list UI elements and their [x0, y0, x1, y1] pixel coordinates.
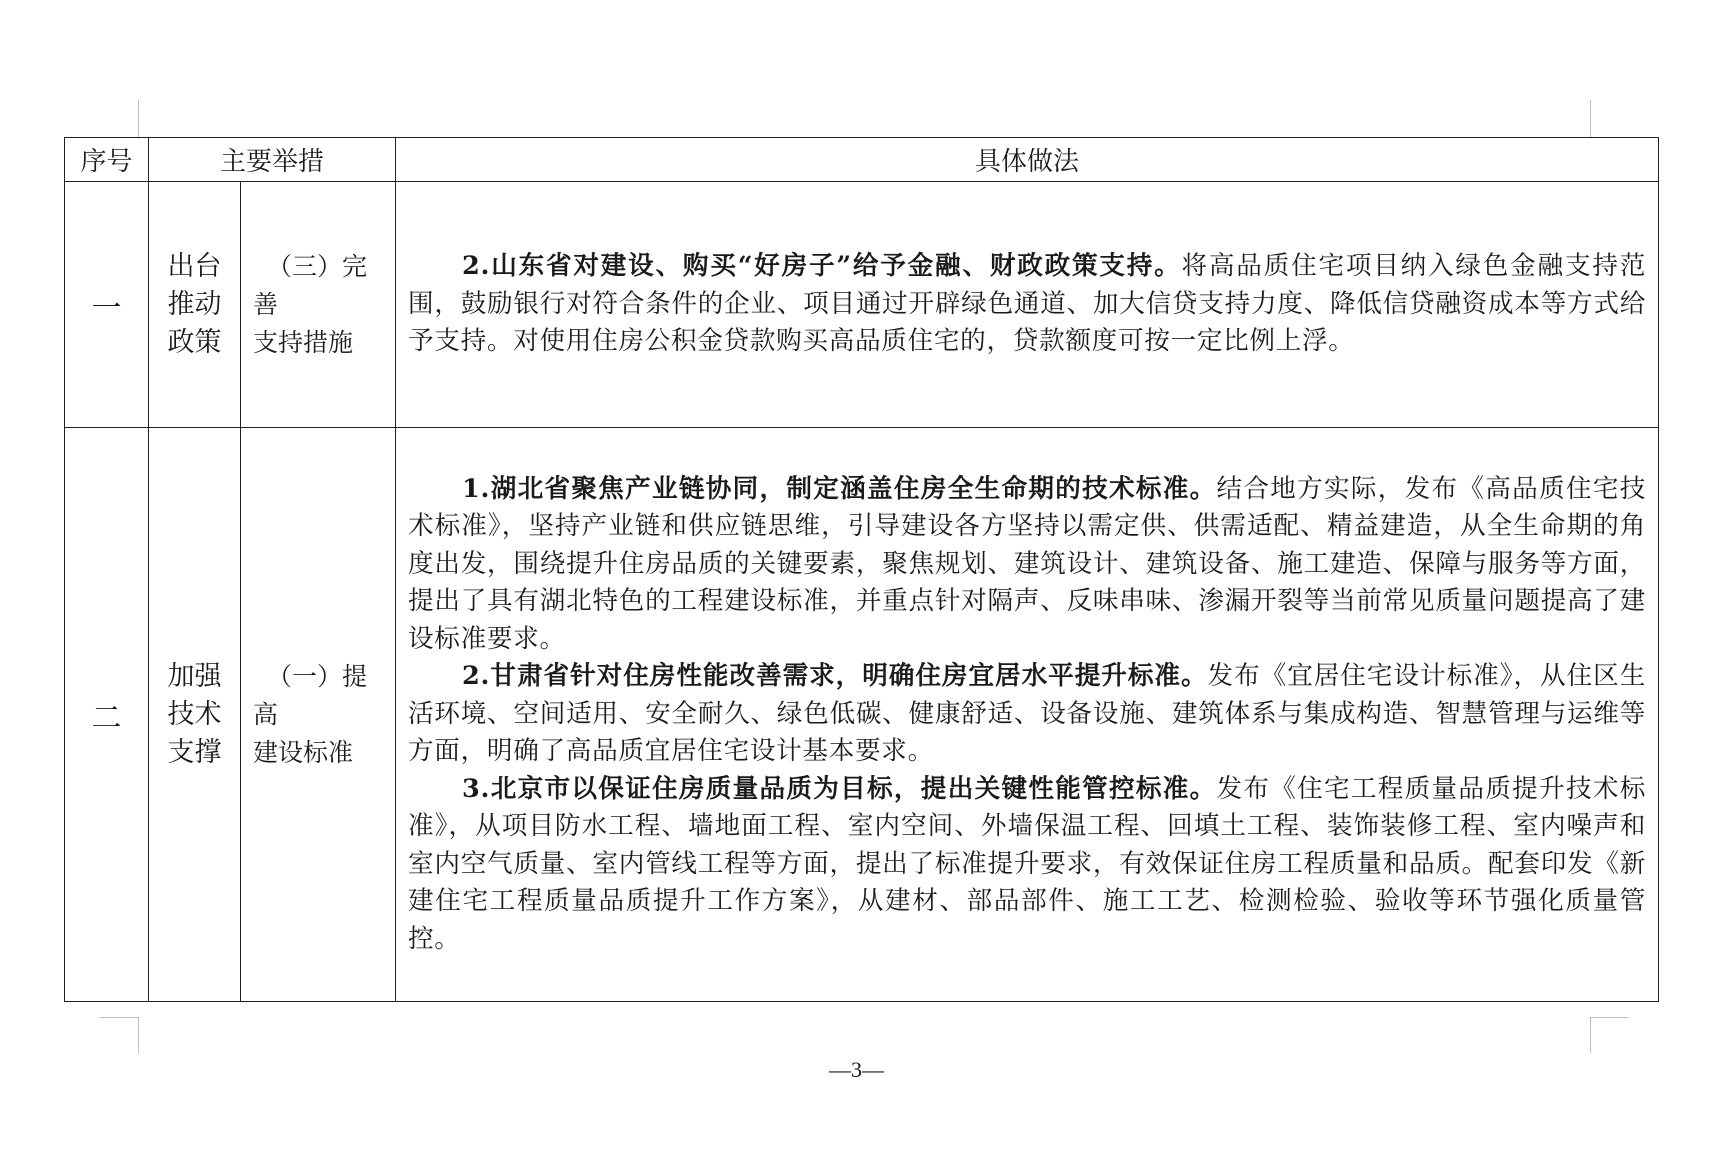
measure-sub-line: 建设标准	[253, 737, 354, 767]
practice-paragraph	[408, 771, 1646, 959]
practice-text: 发布《住宅工程质量品质提升技术标准》，从项目防水工程、墙地面工程、室内空间、外墙保温工程、回填土工程、装饰装修工程、室内噪声和室内空气质量、室内管线工程等方面，提出了标准提升要求，有效保证住房工程质量和品质。配套印发《新建住宅工程质量品质提升工作方案》，从建材、部品部件、施工工艺、检测检验、验收等环节强化质量管控。	[408, 773, 1647, 954]
row-measure-main	[149, 428, 241, 1002]
practice-title: 2.甘肃省针对住房性能改善需求，明确住房宜居水平提升标准。	[462, 661, 1208, 692]
measures-table	[64, 137, 1659, 1002]
crop-mark-top-right-v	[1590, 100, 1591, 138]
row-seq: 一	[65, 182, 149, 428]
row-practice	[396, 182, 1659, 428]
row-measure-sub	[241, 428, 396, 1002]
table-row	[65, 182, 1659, 428]
measure-sub-line: （三）完善	[253, 251, 368, 319]
crop-mark-top-left-v	[138, 100, 139, 138]
practice-text: 结合地方实际，发布《高品质住宅技术标准》，坚持产业链和供应链思维，引导建设各方坚持以需定供、供需适配、精益建造，从全生命期的角度出发，围绕提升住房品质的关键要素，聚焦规划、建筑设计、建筑设备、施工建造、保障与服务等方面，提出了具有湖北特色的工程建设标准，并重点针对隔声、反味串味、渗漏开裂等当前常见质量问题提高了建设标准要求。	[408, 473, 1647, 654]
practice-paragraph	[408, 471, 1646, 659]
table-row	[65, 428, 1659, 1002]
measure-main-line: 出台	[167, 250, 222, 282]
practice-text: 发布《宜居住宅设计标准》，从住区生活环境、空间适用、安全耐久、绿色低碳、健康舒适、设备设施、建筑体系与集成构造、智慧管理与运维等方面，明确了高品质宜居住宅设计基本要求。	[408, 661, 1647, 767]
practice-title: 2.山东省对建设、购买“好房子”给予金融、财政政策支持。	[462, 251, 1182, 282]
header-practice: 具体做法	[396, 138, 1659, 182]
crop-mark-bottom-right-v	[1590, 1017, 1591, 1053]
crop-mark-bottom-left-h	[100, 1017, 138, 1018]
page-number: —3—	[829, 1057, 884, 1082]
measure-sub-line: 支持措施	[253, 327, 354, 357]
header-seq: 序号	[65, 138, 149, 182]
row-seq: 二	[65, 428, 149, 1002]
practice-title: 1.湖北省聚焦产业链协同，制定涵盖住房全生命期的技术标准。	[462, 473, 1217, 504]
measure-main-line: 支撑	[167, 736, 222, 768]
practice-text: 将高品质住宅项目纳入绿色金融支持范围，鼓励银行对符合条件的企业、项目通过开辟绿色通道、加大信贷支持力度、降低信贷融资成本等方式给予支持。对使用住房公积金贷款购买高品质住宅的，贷款额度可按一定比例上浮。	[408, 251, 1647, 357]
table-header-row	[65, 138, 1659, 182]
row-measure-sub	[241, 182, 396, 428]
practice-paragraph	[408, 248, 1646, 361]
practice-paragraph	[408, 658, 1646, 771]
header-measures: 主要举措	[149, 138, 396, 182]
row-practice	[396, 428, 1659, 1002]
crop-mark-bottom-right-h	[1590, 1017, 1628, 1018]
measure-main-line: 政策	[167, 326, 222, 358]
crop-mark-bottom-left-v	[138, 1017, 139, 1053]
measure-sub-line: （一）提高	[253, 661, 368, 729]
row-measure-main	[149, 182, 241, 428]
measure-main-line: 推动	[167, 288, 222, 320]
practice-title: 3.北京市以保证住房质量品质为目标，提出关键性能管控标准。	[462, 773, 1217, 804]
measure-main-line: 技术	[167, 698, 222, 730]
measure-main-line: 加强	[167, 660, 222, 692]
